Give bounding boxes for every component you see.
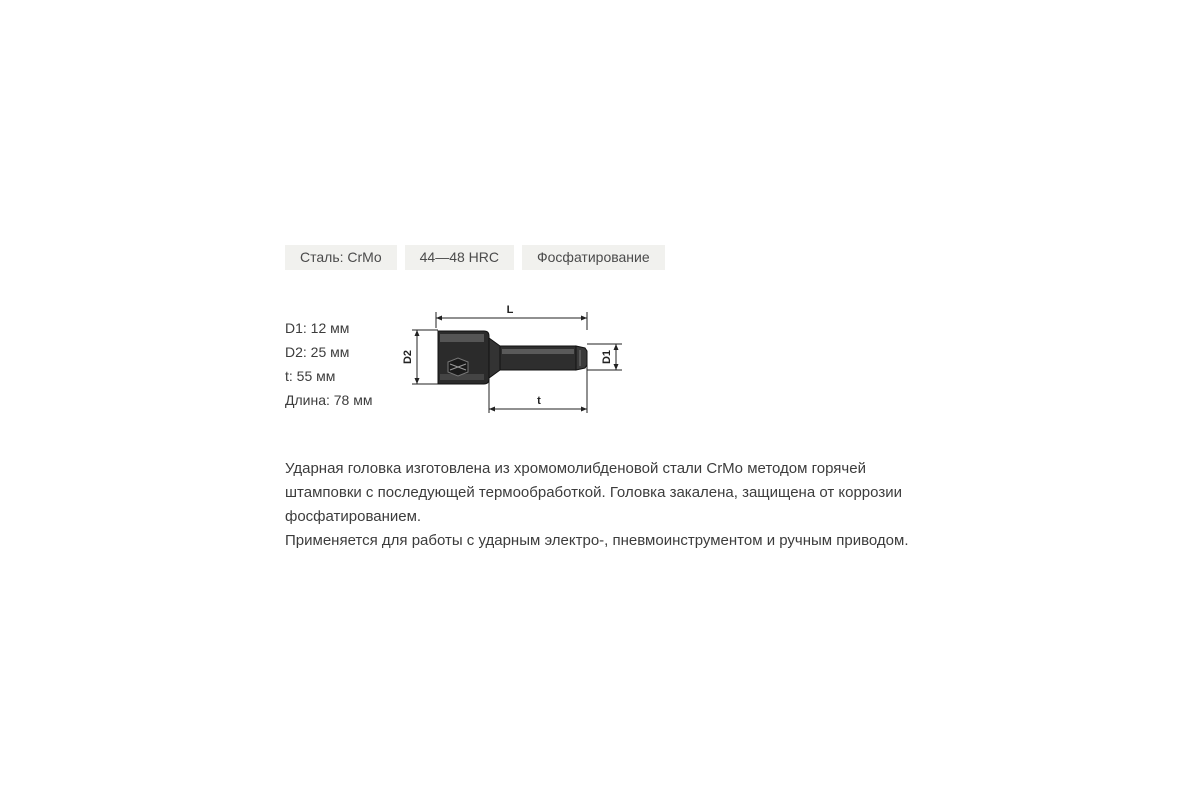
badge-coating: Фосфатирование (522, 245, 665, 270)
feature-badges (285, 245, 665, 270)
label-l: L (506, 304, 514, 316)
product-description (285, 457, 945, 553)
spec-length: Длина: 78 мм (285, 392, 373, 408)
spec-d1: D1: 12 мм (285, 320, 350, 336)
label-d2: D2 (402, 349, 414, 365)
spec-list (285, 316, 372, 412)
spec-t: t: 55 мм (285, 368, 336, 384)
label-t: t (537, 395, 541, 407)
description-paragraph-1: Ударная головка изготовлена из хромомолибденовой стали CrMo методом горячей штамповки с последующей термообработкой. Головка закалена, защищена от коррозии фосфатированием. (285, 460, 902, 525)
spec-d2: D2: 25 мм (285, 344, 350, 360)
socket-shape (438, 331, 587, 384)
badge-material: Сталь: CrMo (285, 245, 397, 270)
description-paragraph-2: Применяется для работы с ударным электро-, пневмоинструментом и ручным приводом. (285, 532, 909, 549)
badge-hardness: 44—48 HRC (405, 245, 514, 270)
socket-dimension-diagram (400, 300, 630, 420)
label-d1: D1 (601, 349, 613, 365)
